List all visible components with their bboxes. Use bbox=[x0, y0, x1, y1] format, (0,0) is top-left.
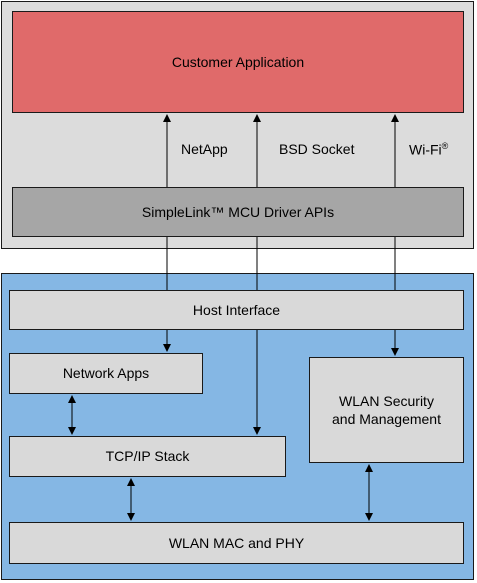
wlan-security-box bbox=[309, 357, 464, 463]
wlan-mac-phy-box bbox=[9, 522, 464, 564]
api-label-wifi-text: Wi-Fi bbox=[409, 141, 442, 158]
wlan-security-label: WLAN Security and Management bbox=[332, 392, 441, 427]
network-apps-box bbox=[9, 353, 203, 394]
simplelink-driver-box bbox=[12, 187, 464, 237]
customer-application-label: Customer Application bbox=[171, 53, 305, 70]
simplelink-driver-label: SimpleLink™ MCU Driver APIs bbox=[141, 203, 335, 220]
host-interface-box bbox=[9, 290, 464, 330]
customer-application-box bbox=[12, 11, 464, 113]
tcpip-stack-label: TCP/IP Stack bbox=[105, 448, 190, 465]
host-interface-label: Host Interface bbox=[192, 301, 281, 318]
tcpip-stack-box bbox=[9, 436, 286, 477]
api-label-bsd-socket: BSD Socket bbox=[279, 141, 355, 157]
api-label-wifi bbox=[409, 141, 448, 158]
network-apps-label: Network Apps bbox=[62, 365, 150, 382]
api-label-netapp: NetApp bbox=[181, 141, 228, 157]
registered-mark: ® bbox=[441, 141, 449, 151]
wlan-mac-phy-label: WLAN MAC and PHY bbox=[168, 534, 305, 551]
